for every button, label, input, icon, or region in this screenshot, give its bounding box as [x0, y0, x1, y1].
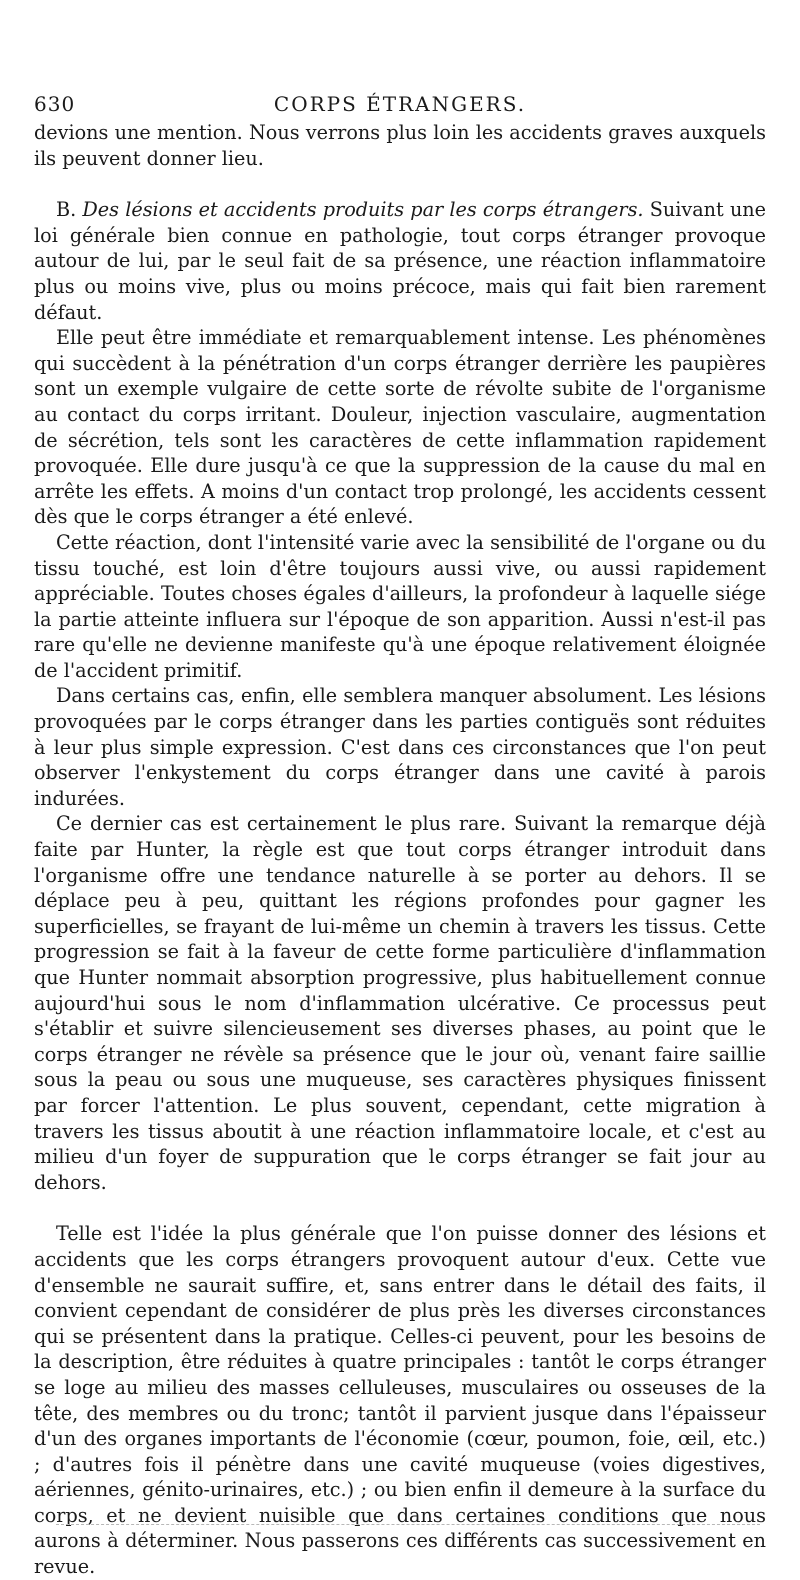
paragraph: Ce dernier cas est certainement le plus rare. Suivant la remarque déjà faite par Hunter, la règle est que tout corps étranger introduit dans l'organisme offre une tendance naturelle à se porter au dehors. Il se déplace peu à peu, quittant les régions profondes pour gagner les superficielles, se frayant de lui-même un chemin à travers les tissus. Cette progression se fait à la faveur de cette forme particulière d'inflammation que Hunter nommait absorption progressive, plus habituellement connue aujourd'hui sous le nom d'inflammation ulcérative. Ce processus peut s'établir et suivre silencieusement ses diverses phases, au point que le corps étranger ne révèle sa présence que le jour où, venant faire saillie sous la peau ou sous une muqueuse, ses caractères physiques finissent par forcer l'attention. Le plus souvent, cependant, cette migration à travers les tissus aboutit à une réaction inflammatoire locale, et c'est au milieu d'un foyer de suppuration que le corps étranger se fait jour au dehors. — [34, 812, 766, 1194]
section-letter: B. — [56, 198, 77, 222]
paragraph: Elle peut être immédiate et remarquablement intense. Les phénomènes qui succèdent à la pénétration d'un corps étranger derrière les paupières sont un exemple vulgaire de cette sorte de révolte subite de l'organisme au contact du corps irritant. Douleur, injection vasculaire, augmentation de sécrétion, tels sont les caractères de cette inflammation rapidement provoquée. Elle dure jusqu'à ce que la suppression de la cause du mal en arrête les effets. A moins d'un contact trop prolongé, les accidents cessent dès que le corps étranger a été enlevé. — [34, 326, 766, 529]
paragraph: Cette réaction, dont l'intensité varie avec la sensibilité de l'organe ou du tissu touché, est loin d'être toujours aussi vive, ou aussi rapidement appréciable. Toutes choses égales d'ailleurs, la profondeur à laquelle siége la partie atteinte influera sur l'époque de son apparition. Aussi n'est-il pas rare qu'elle ne devienne manifeste qu'à une époque relativement éloignée de l'accident primitif. — [34, 530, 766, 682]
section-intro-text: Suivant une loi générale bien connue en pathologie, tout corps étranger provoque autour de lui, par le seul fait de sa présence, une réaction inflammatoire plus ou moins vive, plus ou moins précoce, mais qui fait bien rarement défaut. — [34, 198, 767, 324]
book-page — [34, 86, 766, 1580]
running-title: CORPS ÉTRANGERS. — [273, 92, 527, 116]
paragraph: Dans certains cas, enfin, elle semblera manquer absolument. Les lésions provoquées par le corps étranger dans les parties contiguës sont réduites à leur plus simple expression. C'est dans ces circonstances que l'on peut observer l'enkystement du corps étranger dans une cavité à parois indurées. — [34, 684, 766, 810]
body-text — [34, 120, 766, 1580]
page-number: 630 — [34, 92, 76, 116]
section-paragraph — [34, 197, 766, 325]
paragraph-continuation: devions une mention. Nous verrons plus loin les accidents graves auxquels ils peuvent donner lieu. — [34, 121, 766, 170]
page-header — [34, 86, 766, 118]
footer-dotted-rule — [56, 1524, 760, 1525]
paragraph: Telle est l'idée la plus générale que l'on puisse donner des lésions et accidents que les corps étrangers provoquent autour d'eux. Cette vue d'ensemble ne saurait suffire, et, sans entrer dans le détail des faits, il convient cependant de considérer de plus près les diverses circonstances qui se présentent dans la pratique. Celles-ci peuvent, pour les besoins de la description, être réduites à quatre principales : tantôt le corps étranger se loge au milieu des masses celluleuses, musculaires ou osseuses de la tête, des membres ou du tronc; tantôt il parvient jusque dans l'épaisseur d'un des organes importants de l'économie (cœur, poumon, foie, œil, etc.) ; d'autres fois il pénètre dans une cavité muqueuse (voies digestives, aériennes, génito-urinaires, etc.) ; ou bien enfin il demeure à la surface du corps, et ne devient nuisible que dans certaines conditions que nous aurons à déterminer. Nous passerons ces différents cas successivement en revue. — [34, 1222, 766, 1579]
section-heading: Des lésions et accidents produits par les corps étrangers. — [82, 198, 644, 222]
